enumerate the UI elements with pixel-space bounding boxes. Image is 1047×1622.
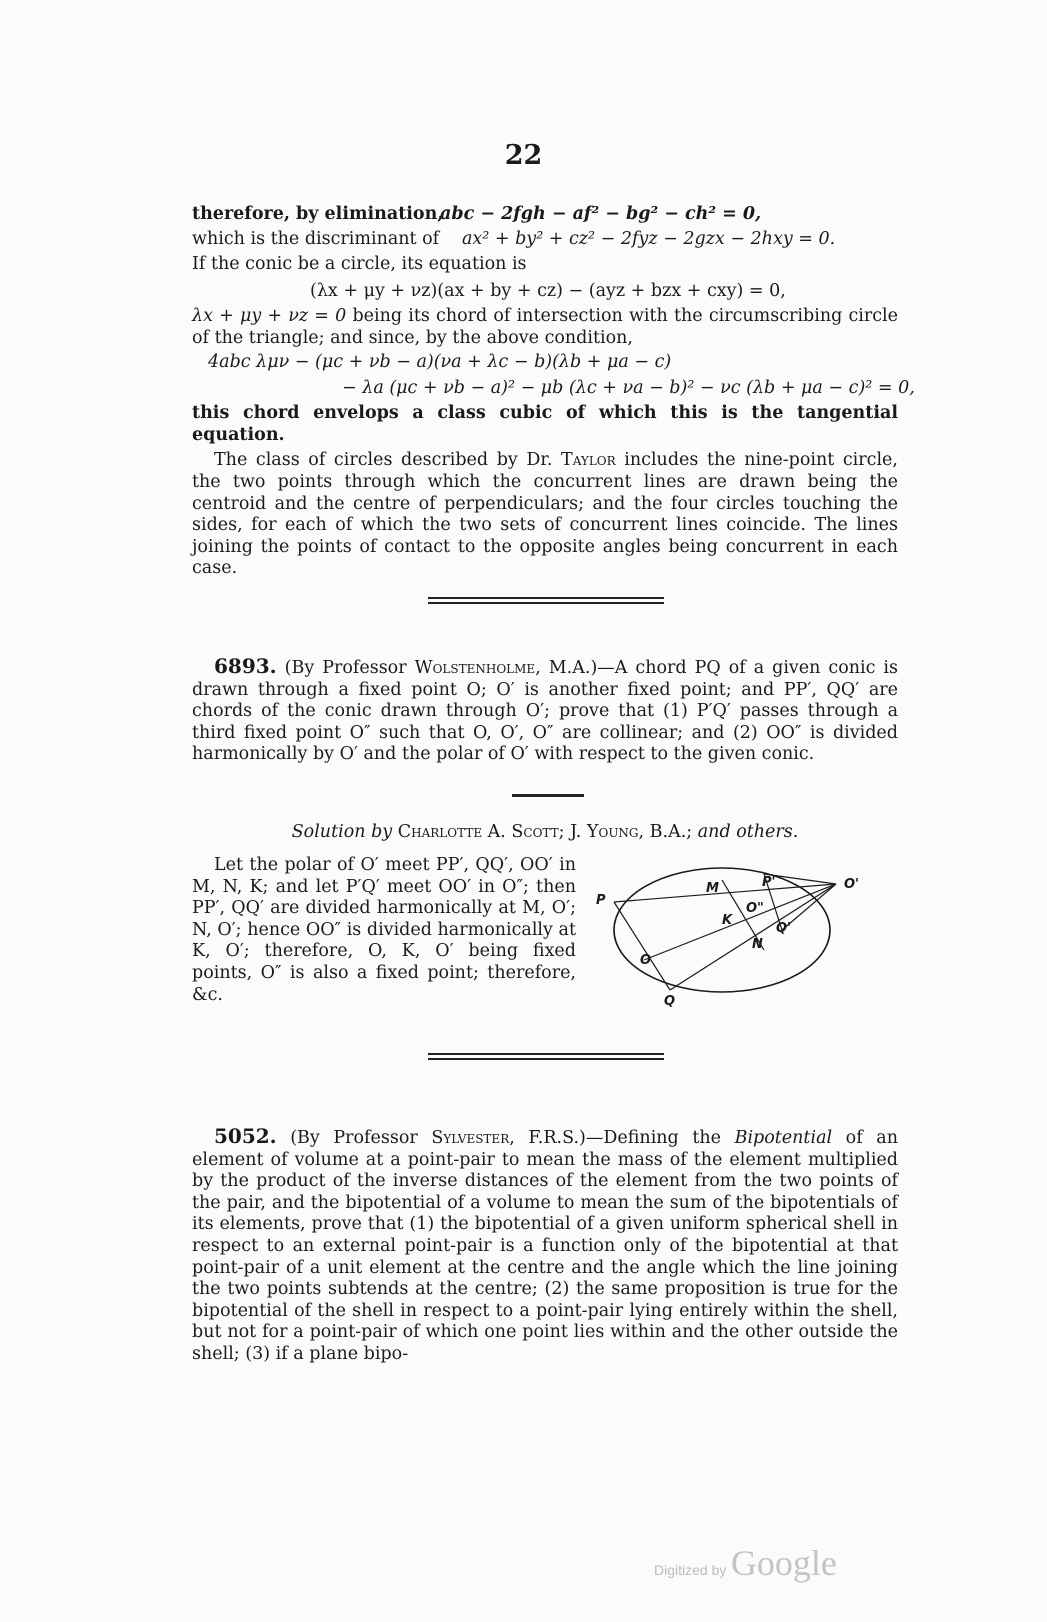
chord-text: being its chord of intersection with the circumscribing circle of the triangle; and since, by the above condition, xyxy=(192,306,898,348)
solver-others: and others. xyxy=(697,822,799,842)
label-M: M xyxy=(706,881,719,896)
solver-scott: Charlotte A. Scott xyxy=(397,822,559,842)
section-divider xyxy=(428,597,664,604)
author-prefix-5052: (By Professor xyxy=(290,1128,418,1148)
question-5052-text xyxy=(192,1126,898,1366)
label-Q: Q xyxy=(664,994,676,1009)
solver-young: Young xyxy=(586,822,639,842)
page-number: 22 xyxy=(504,140,543,171)
author-suffix-5052: , F.R.S.)— xyxy=(509,1128,604,1148)
question-number-5052: 5052. xyxy=(214,1124,277,1148)
previous-solution-continuation xyxy=(192,204,915,580)
label-O-double-prime: O" xyxy=(746,901,764,916)
short-divider xyxy=(512,794,584,797)
author-prefix: (By Professor xyxy=(284,658,407,678)
section-divider-2 xyxy=(428,1053,664,1060)
solution-body xyxy=(192,855,576,1006)
line-PP1 xyxy=(614,884,836,902)
label-P-prime: P' xyxy=(762,875,776,890)
solver-degree: , B.A.; xyxy=(638,822,693,842)
author-suffix: , M.A.)— xyxy=(535,658,615,678)
solution-label: Solution by xyxy=(291,822,393,842)
equation-condition-2: − λa (μc + νb − a)² − μb (λc + νa − b)² − νc (λb + μa − c)² = 0, xyxy=(342,378,915,399)
solution-text: Let the polar of O′ meet PP′, QQ′, OO′ in M, N, K; and let P′Q′ meet OO′ in O″; then PP′, QQ′ are divided harmonically at M, O′; N, O′; hence OO″ is divided harmonically at K, O′; therefore, O, K, O′ being fixed points, O″ is also a fixed point; therefore, &c. xyxy=(192,855,576,1005)
solver-separator: ; J. xyxy=(558,822,582,842)
line-elimination: therefore, by elimination, xyxy=(192,204,444,224)
digitized-watermark xyxy=(654,1542,837,1584)
line-tangential: this chord envelops a class cubic of which this is the tangential equation. xyxy=(192,403,898,445)
google-wordmark: Google xyxy=(730,1543,837,1583)
label-P: P xyxy=(596,893,606,908)
taylor-text-a: The class of circles described by Dr. xyxy=(214,450,553,471)
question-body: A chord PQ of a given conic is drawn through a fixed point O; O′ is another fixed point; and PP′, QQ′ are chords of the conic drawn through O′; prove that (1) P′Q′ passes through a third fixed point O″ such that O, O′, O″ are collinear; and (2) OO″ is divided harmonically by O′ and the polar of O′ with respect to the given conic. xyxy=(192,658,899,765)
label-O-prime: O' xyxy=(844,877,860,892)
equation-conic: ax² + by² + cz² − 2fyz − 2gzx − 2hxy = 0. xyxy=(462,229,836,249)
chord-equation: λx + μy + νz = 0 xyxy=(192,306,347,326)
taylor-text-b: includes the nine-point circle, the two points through which the concurrent lines are drawn being the centroid and the centre of perpendiculars; and the four circles touching the sides, for each of which the two sets of concurrent lines coincide. The lines joining the points of contact to the opposite angles being concurrent in each case. xyxy=(192,450,898,579)
question-6893-text xyxy=(192,656,898,766)
chord-paragraph xyxy=(192,306,898,349)
question-5052 xyxy=(192,1126,898,1366)
label-N: N xyxy=(752,937,763,952)
line-circle: If the conic be a circle, its equation is xyxy=(192,254,527,274)
author-sylvester: Sylvester xyxy=(431,1128,510,1148)
author-taylor: Taylor xyxy=(561,450,616,471)
question-6893 xyxy=(192,656,898,766)
line-OO1 xyxy=(644,884,836,960)
line-discriminant: which is the discriminant of xyxy=(192,229,440,249)
taylor-paragraph xyxy=(192,450,898,580)
author-wolstenholme: Wolstenholme xyxy=(414,658,536,678)
term-bipotential: Bipotential xyxy=(734,1128,833,1148)
label-O: O xyxy=(640,953,652,968)
digitized-by-text: Digitized by xyxy=(654,1562,727,1578)
question-number: 6893. xyxy=(214,654,277,678)
label-K: K xyxy=(722,913,733,928)
equation-circle: (λx + μy + νz)(ax + by + cz) − (ayz + bzx + cxy) = 0, xyxy=(310,281,786,301)
line-PQ xyxy=(614,902,670,990)
conic-figure xyxy=(596,860,874,1010)
label-Q-prime: Q' xyxy=(776,921,792,936)
equation-condition-1: 4abc λμν − (μc + νb − a)(νa + λc − b)(λb + μa − c) xyxy=(208,352,672,373)
solution-heading xyxy=(192,822,898,842)
equation-eliminant: abc − 2fgh − af² − bg² − ch² = 0, xyxy=(440,204,762,224)
question-5052-body-b: of an element of volume at a point-pair to mean the mass of the element multiplied by the product of the inverse distances of the element from the two points of the pair, and the bipotential of a volume to mean the sum of the bipotentials of its elements, prove that (1) the bipotential of a given uniform spherical shell in respect to an external point-pair is a function only of the bipotential at that point-pair of a unit element at the centre and the angle which the line joining the two points subtends at the centre; (2) the same proposition is true for the bipotential of the shell in respect to a point-pair lying entirely within the shell, but not for a point-pair of which one point lies within and the other outside the shell; (3) if a plane bipo- xyxy=(192,1128,898,1364)
question-5052-body-a: Defining the xyxy=(603,1128,721,1148)
